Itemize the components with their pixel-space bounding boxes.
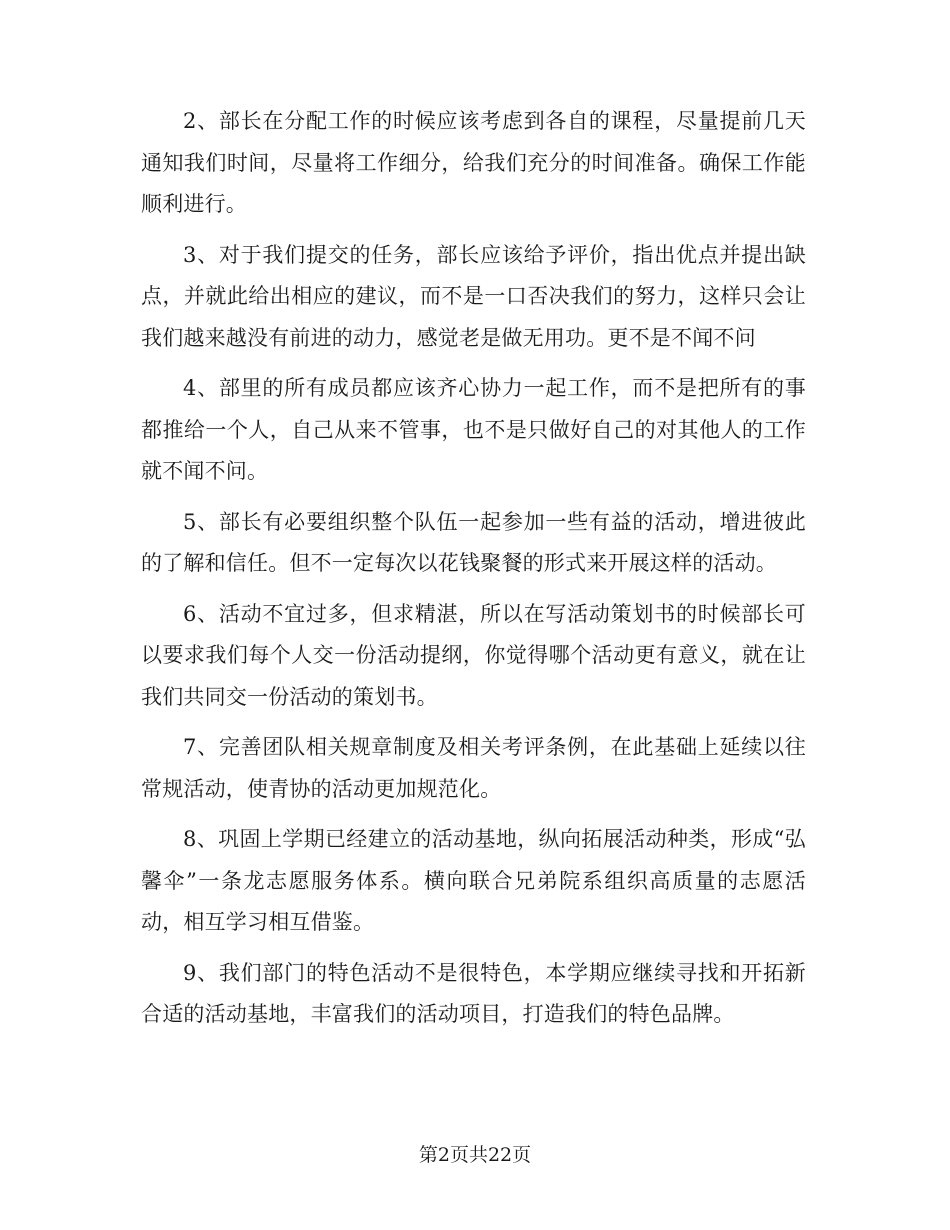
paragraph-item-6: 6、活动不宜过多，但求精湛，所以在写活动策划书的时候部长可以要求我们每个人交一份活动提纲，你觉得哪个活动更有意义，就在让我们共同交一份活动的策划书。: [141, 601, 806, 709]
paragraph-item-8: 8、巩固上学期已经建立的活动基地，纵向拓展活动种类，形成“弘馨伞”一条龙志愿服务体系。横向联合兄弟院系组织高质量的志愿活动，相互学习相互借鉴。: [141, 827, 806, 934]
paragraph-item-3: 3、对于我们提交的任务，部长应该给予评价，指出优点并提出缺点，并就此给出相应的建议，而不是一口否决我们的努力，这样只会让我们越来越没有前进的动力，感觉老是做无用功。更不是不闻不问: [141, 242, 806, 350]
document-body: [141, 101, 806, 1045]
paragraph-item-2: 2、部长在分配工作的时候应该考虑到各自的课程，尽量提前几天通知我们时间，尽量将工作细分，给我们充分的时间准备。确保工作能顺利进行。: [141, 109, 806, 216]
page-number-footer: 第2页共22页: [418, 1144, 532, 1166]
paragraph-item-7: 7、完善团队相关规章制度及相关考评条例，在此基础上延续以往常规活动，使青协的活动更加规范化。: [141, 735, 806, 801]
paragraph-item-5: 5、部长有必要组织整个队伍一起参加一些有益的活动，增进彼此的了解和信任。但不一定每次以花钱聚餐的形式来开展这样的活动。: [141, 509, 806, 575]
paragraph-item-4: 4、部里的所有成员都应该齐心协力一起工作，而不是把所有的事都推给一个人，自己从来不管事，也不是只做好自己的对其他人的工作就不闻不问。: [141, 376, 806, 483]
paragraph-item-9: 9、我们部门的特色活动不是很特色，本学期应继续寻找和开拓新合适的活动基地，丰富我们的活动项目，打造我们的特色品牌。: [141, 960, 806, 1026]
